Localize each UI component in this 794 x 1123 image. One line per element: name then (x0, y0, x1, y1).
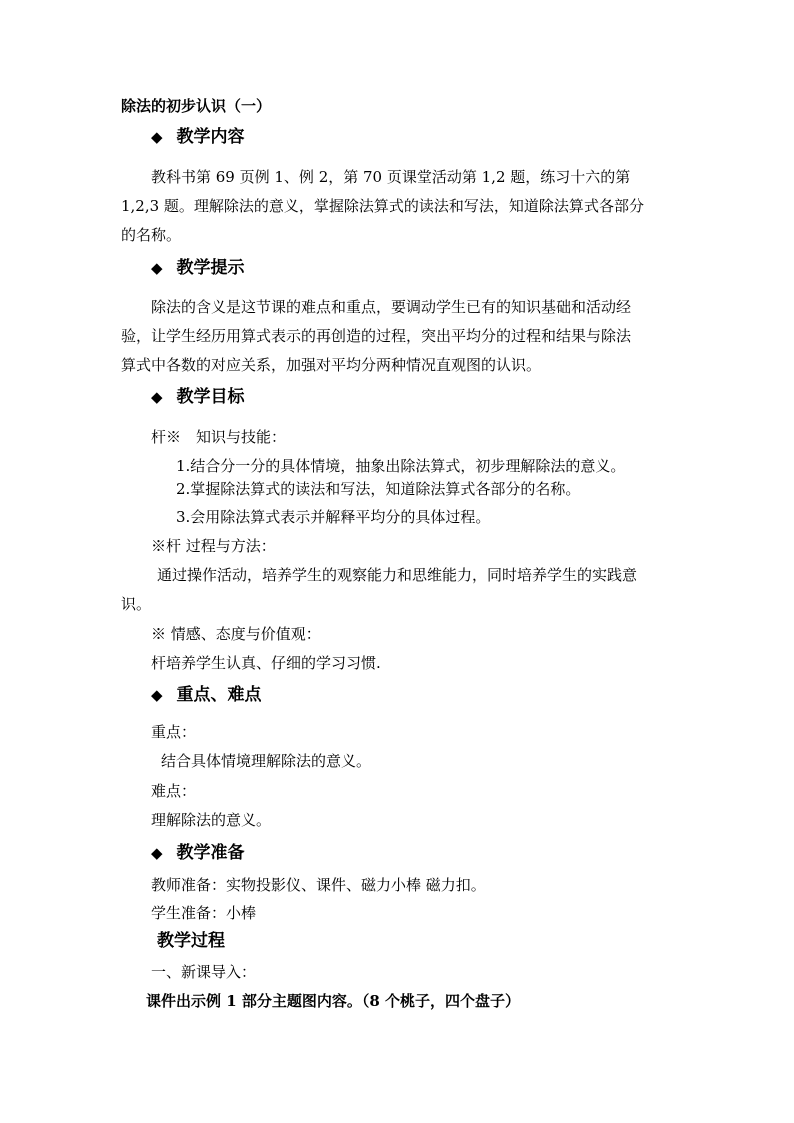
section-heading-hint-text: 教学提示 (176, 258, 245, 278)
knowledge-item: 2.掌握除法算式的读法和写法，知道除法算式各部分的名称。 (176, 480, 581, 498)
section-heading-prep-text: 教学准备 (176, 843, 245, 863)
process-paragraph-line: 识。 (121, 595, 152, 613)
process-label: ※杆 过程与方法： (151, 537, 276, 555)
section-heading-content (151, 126, 245, 148)
section-heading-hint (151, 257, 245, 279)
section-heading-key-points (151, 684, 262, 706)
knowledge-item: 3.会用除法算式表示并解释平均分的具体过程。 (176, 508, 491, 526)
knowledge-item: 1.结合分一分的具体情境，抽象出除法算式，初步理解除法的意义。 (176, 457, 626, 475)
section-heading-key-points-text: 重点、难点 (176, 685, 262, 705)
diamond-bullet-icon: ◆ (151, 388, 163, 406)
process-step-1-detail: 课件出示例 1 部分主题图内容。（8 个桃子，四个盘子） (146, 992, 521, 1010)
student-prep: 学生准备：小棒 (151, 904, 257, 922)
diamond-bullet-icon: ◆ (151, 259, 163, 277)
key-point-text: 结合具体情境理解除法的意义。 (161, 752, 372, 770)
document-title: 除法的初步认识（一） (121, 97, 272, 115)
diamond-bullet-icon: ◆ (151, 686, 163, 704)
section-heading-goals-text: 教学目标 (176, 387, 245, 407)
teacher-prep: 教师准备：实物投影仪、课件、磁力小棒 磁力扣。 (151, 876, 486, 894)
content-paragraph-line: 的名称。 (121, 226, 182, 244)
knowledge-label: 杆※ 知识与技能： (151, 428, 287, 446)
emotion-label: ※ 情感、态度与价值观： (151, 625, 321, 643)
hint-paragraph-line: 验，让学生经历用算式表示的再创造的过程，突出平均分的过程和结果与除法 (121, 327, 632, 345)
diamond-bullet-icon: ◆ (151, 844, 163, 862)
content-paragraph-line: 1,2,3 题。理解除法的意义，掌握除法算式的读法和写法，知道除法算式各部分 (121, 197, 644, 215)
section-heading-content-text: 教学内容 (176, 127, 245, 147)
section-heading-prep (151, 842, 245, 864)
diamond-bullet-icon: ◆ (151, 128, 163, 146)
hint-paragraph-line: 算式中各数的对应关系，加强对平均分两种情况直观图的认识。 (121, 356, 542, 374)
process-paragraph-line: 通过操作活动，培养学生的观察能力和思维能力，同时培养学生的实践意 (157, 566, 638, 584)
section-heading-process: 教学过程 (157, 931, 225, 951)
emotion-text: 杆培养学生认真、仔细的学习习惯. (151, 654, 381, 672)
content-paragraph-line: 教科书第 69 页例 1、例 2，第 70 页课堂活动第 1,2 题，练习十六的第 (151, 168, 631, 186)
hint-paragraph-line: 除法的含义是这节课的难点和重点，要调动学生已有的知识基础和活动经 (151, 298, 632, 316)
difficult-point-text: 理解除法的意义。 (151, 811, 272, 829)
difficult-point-label: 难点： (151, 782, 197, 800)
process-step-1: 一、新课导入： (151, 963, 257, 981)
section-heading-goals (151, 386, 245, 408)
key-point-label: 重点： (151, 723, 197, 741)
